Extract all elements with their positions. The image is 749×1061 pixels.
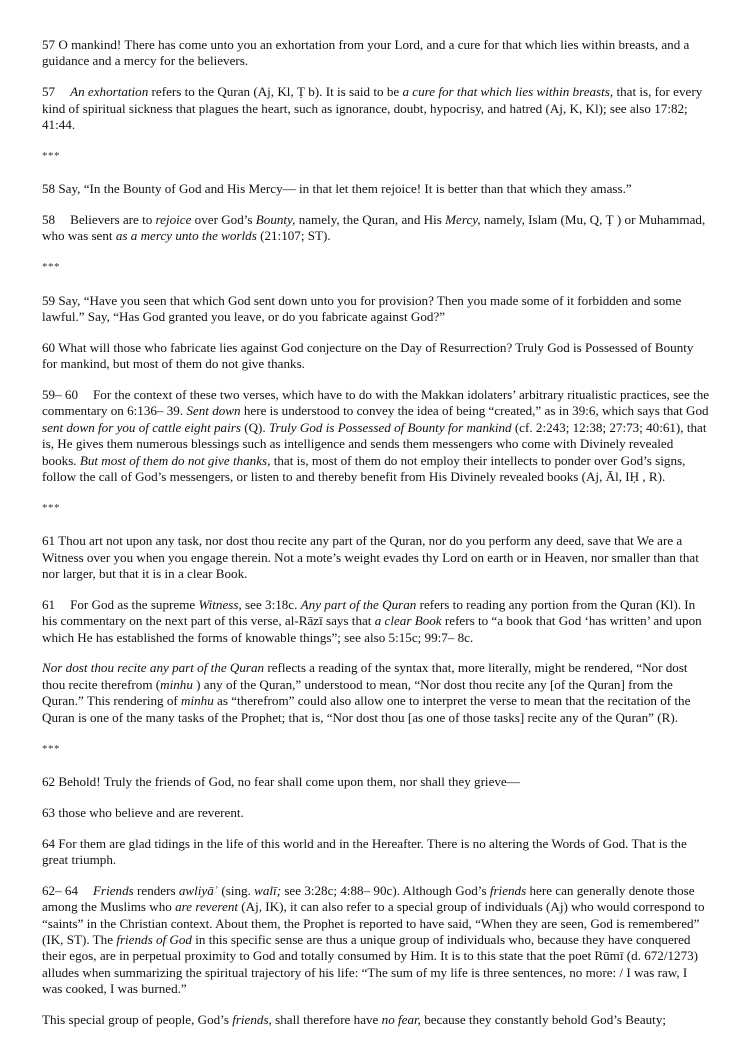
verse-text: 63 those who believe and are reverent. bbox=[42, 804, 244, 820]
text-run: (sing. bbox=[218, 882, 255, 898]
text-run: (cf. 2:243; 12:38; 27:73; 40:61), that is, He gives them numerous blessings such as intelligence and sends them messengers who come with Divinely revealed books. bbox=[42, 419, 707, 468]
commentary-paragraph bbox=[42, 883, 710, 998]
commentary-paragraph bbox=[42, 212, 710, 245]
text-run: because they constantly behold God’s Beauty; bbox=[420, 1011, 667, 1027]
document-page bbox=[42, 37, 710, 1043]
section-separator bbox=[42, 500, 710, 516]
section-separator bbox=[42, 148, 710, 164]
italic-phrase: Truly God is Possessed of Bounty for mankind bbox=[268, 419, 512, 435]
italic-phrase: awliyāʾ bbox=[178, 882, 219, 898]
text-run: namely, the Quran, and His bbox=[295, 212, 446, 228]
verse-text: 62 Behold! Truly the friends of God, no fear shall come upon them, nor shall they grieve— bbox=[42, 773, 520, 789]
text-run: refers to reading any portion from the Quran (Kl). In his commentary on the next part of this verse, al-Rāzī says that bbox=[42, 596, 696, 629]
italic-phrase: Friends bbox=[93, 882, 134, 898]
text-run: here is understood to convey the idea of being “created,” as in 39:6, which says that God bbox=[240, 403, 709, 419]
italic-phrase: are reverent bbox=[175, 899, 239, 915]
commentary-continuation bbox=[42, 660, 710, 726]
section-separator bbox=[42, 259, 710, 275]
text-run: Believers are to bbox=[70, 212, 156, 228]
commentary-paragraph bbox=[42, 387, 710, 485]
verse-paragraph bbox=[42, 836, 710, 869]
italic-phrase: friends of God bbox=[116, 931, 192, 947]
verse-paragraph bbox=[42, 293, 710, 326]
italic-phrase: An exhortation bbox=[70, 84, 149, 100]
verse-paragraph bbox=[42, 805, 710, 821]
verse-paragraph bbox=[42, 774, 710, 790]
italic-phrase: walī; bbox=[254, 882, 282, 898]
italic-phrase: Witness, bbox=[198, 596, 242, 612]
italic-phrase: Sent down bbox=[186, 403, 241, 419]
verse-paragraph bbox=[42, 37, 710, 70]
italic-phrase: Mercy, bbox=[445, 212, 481, 228]
text-run: that is, for every kind of spiritual sickness that plagues the heart, such as ignorance, doubt, hypocrisy, and hatred (Aj, K, Kl); see also 17:82; 41:44. bbox=[42, 84, 703, 133]
verse-text: 58 Say, “In the Bounty of God and His Mercy— in that let them rejoice! It is better than that which they amass.” bbox=[42, 181, 632, 197]
text-run: (Q). bbox=[240, 419, 269, 435]
commentary-verse-number: 61 bbox=[42, 596, 56, 612]
italic-phrase: But most of them do not give thanks, bbox=[79, 452, 271, 468]
verse-paragraph bbox=[42, 533, 710, 582]
commentary-continuation bbox=[42, 1012, 710, 1028]
separator-text: *** bbox=[42, 742, 60, 755]
verse-text: 61 Thou art not upon any task, nor dost thou recite any part of the Quran, nor do you perform any deed, save that We are a Witness over you when you engage therein. Not a mote’s weight evades thy Lord on earth or in Heaven, nor smaller than that nor larger, but that it is in a clear Book. bbox=[42, 533, 699, 582]
italic-phrase: minhu bbox=[160, 676, 193, 692]
verse-text: 59 Say, “Have you seen that which God sent down unto you for provision? Then you made some of it forbidden and some lawful.” Say, “Has God granted you leave, or do you fabricate against God?” bbox=[42, 292, 682, 325]
italic-phrase: no fear, bbox=[381, 1011, 421, 1027]
text-run: see 3:28c; 4:88– 90c). Although God’s bbox=[281, 882, 490, 898]
commentary-verse-number: 62– 64 bbox=[42, 882, 79, 898]
text-run: (Aj, IK), it can also refer to a special group of individuals (Aj) who would correspond to “saints” in the Christian context. About them, the Prophet is reported to have said, “When they are seen, God is remembered” (IK, ST). The bbox=[42, 899, 705, 947]
text-run: over God’s bbox=[191, 212, 256, 228]
verse-text: 57 O mankind! There has come unto you an exhortation from your Lord, and a cure for that which lies within breasts, and a guidance and a mercy for the believers. bbox=[42, 37, 690, 69]
italic-phrase: Any part of the Quran bbox=[300, 596, 417, 612]
text-run: reflects a reading of the syntax that, more literally, might be rendered, “Nor dost thou recite therefrom ( bbox=[42, 660, 688, 692]
text-run: renders bbox=[133, 882, 179, 898]
italic-phrase: friends, bbox=[232, 1011, 272, 1027]
verse-paragraph bbox=[42, 340, 710, 373]
italic-phrase: a clear Book bbox=[374, 613, 442, 629]
italic-phrase: sent down for you of cattle eight pairs bbox=[42, 419, 241, 435]
section-separator bbox=[42, 741, 710, 757]
text-run: This special group of people, God’s bbox=[42, 1011, 233, 1027]
commentary-verse-number: 58 bbox=[42, 212, 56, 228]
italic-phrase: rejoice bbox=[155, 212, 192, 228]
text-run: that is, most of them do not employ their intellects to ponder over God’s signs, follow the call of God’s messengers, or listen to and thereby benefit from His Divinely revealed books (Aj, Āl, IḤ , R). bbox=[42, 452, 686, 485]
separator-text: *** bbox=[42, 501, 60, 514]
commentary-paragraph bbox=[42, 84, 710, 133]
verse-text: 64 For them are glad tidings in the life of this world and in the Hereafter. There is no altering the Words of God. That is the great triumph. bbox=[42, 835, 687, 867]
italic-phrase: minhu bbox=[181, 693, 214, 709]
text-run: For the context of these two verses, which have to do with the Makkan idolaters’ arbitrary ritualistic practices, see the commentary on 6:136– 39. bbox=[42, 387, 710, 419]
text-run: For God as the supreme bbox=[70, 596, 199, 612]
text-run: here can generally denote those among the Muslims who bbox=[42, 882, 695, 915]
commentary-verse-number: 57 bbox=[42, 84, 56, 100]
text-run: refers to “a book that God ‘has written’ and upon which He has established the forms of knowable things”; see also 5:15c; 99:7– 8c. bbox=[42, 613, 702, 645]
italic-phrase: a cure for that which lies within breasts, bbox=[402, 84, 614, 100]
italic-phrase: friends bbox=[489, 882, 527, 898]
commentary-verse-number: 59– 60 bbox=[42, 387, 79, 403]
italic-phrase: Nor dost thou recite any part of the Quran bbox=[42, 660, 265, 676]
separator-text: *** bbox=[42, 149, 60, 162]
text-run: (21:107; ST). bbox=[256, 228, 331, 244]
text-run: ) any of the Quran,” understood to mean, “Nor dost thou recite any [of the Quran] from the Quran.” This rendering of bbox=[42, 676, 673, 709]
text-run: as “therefrom” could also allow one to interpret the verse to mean that the recitation of the Quran is one of the many tasks of the Prophet; that is, “Nor dost thou [as one of those tasks] recite any of the Quran” (R). bbox=[42, 693, 691, 725]
italic-phrase: as a mercy unto the worlds bbox=[115, 228, 257, 244]
text-run: in this specific sense are thus a unique group of individuals who, because they have conquered their egos, are in perpetual proximity to God and totally consumed by Him. It is to this state that the poet Rūmī (d. 672/1273) alludes when summarizing the spiritual trajectory of his life: “The sum of my life is three sentences, no more: / I was raw, I was cooked, I was burned.” bbox=[42, 931, 699, 997]
text-run: see 3:18c. bbox=[241, 596, 301, 612]
commentary-paragraph bbox=[42, 597, 710, 646]
text-run: refers to the Quran (Aj, Kl, Ṭ b). It is said to be bbox=[148, 84, 403, 100]
verse-paragraph bbox=[42, 181, 710, 197]
verse-text: 60 What will those who fabricate lies against God conjecture on the Day of Resurrection? Truly God is Possessed of Bounty for mankind, but most of them do not give thanks. bbox=[42, 339, 694, 372]
separator-text: *** bbox=[42, 261, 60, 274]
text-run: shall therefore have bbox=[271, 1011, 382, 1027]
text-run: namely, Islam (Mu, Q, Ṭ ) or Muhammad, who was sent bbox=[42, 212, 706, 244]
italic-phrase: Bounty, bbox=[255, 212, 296, 228]
